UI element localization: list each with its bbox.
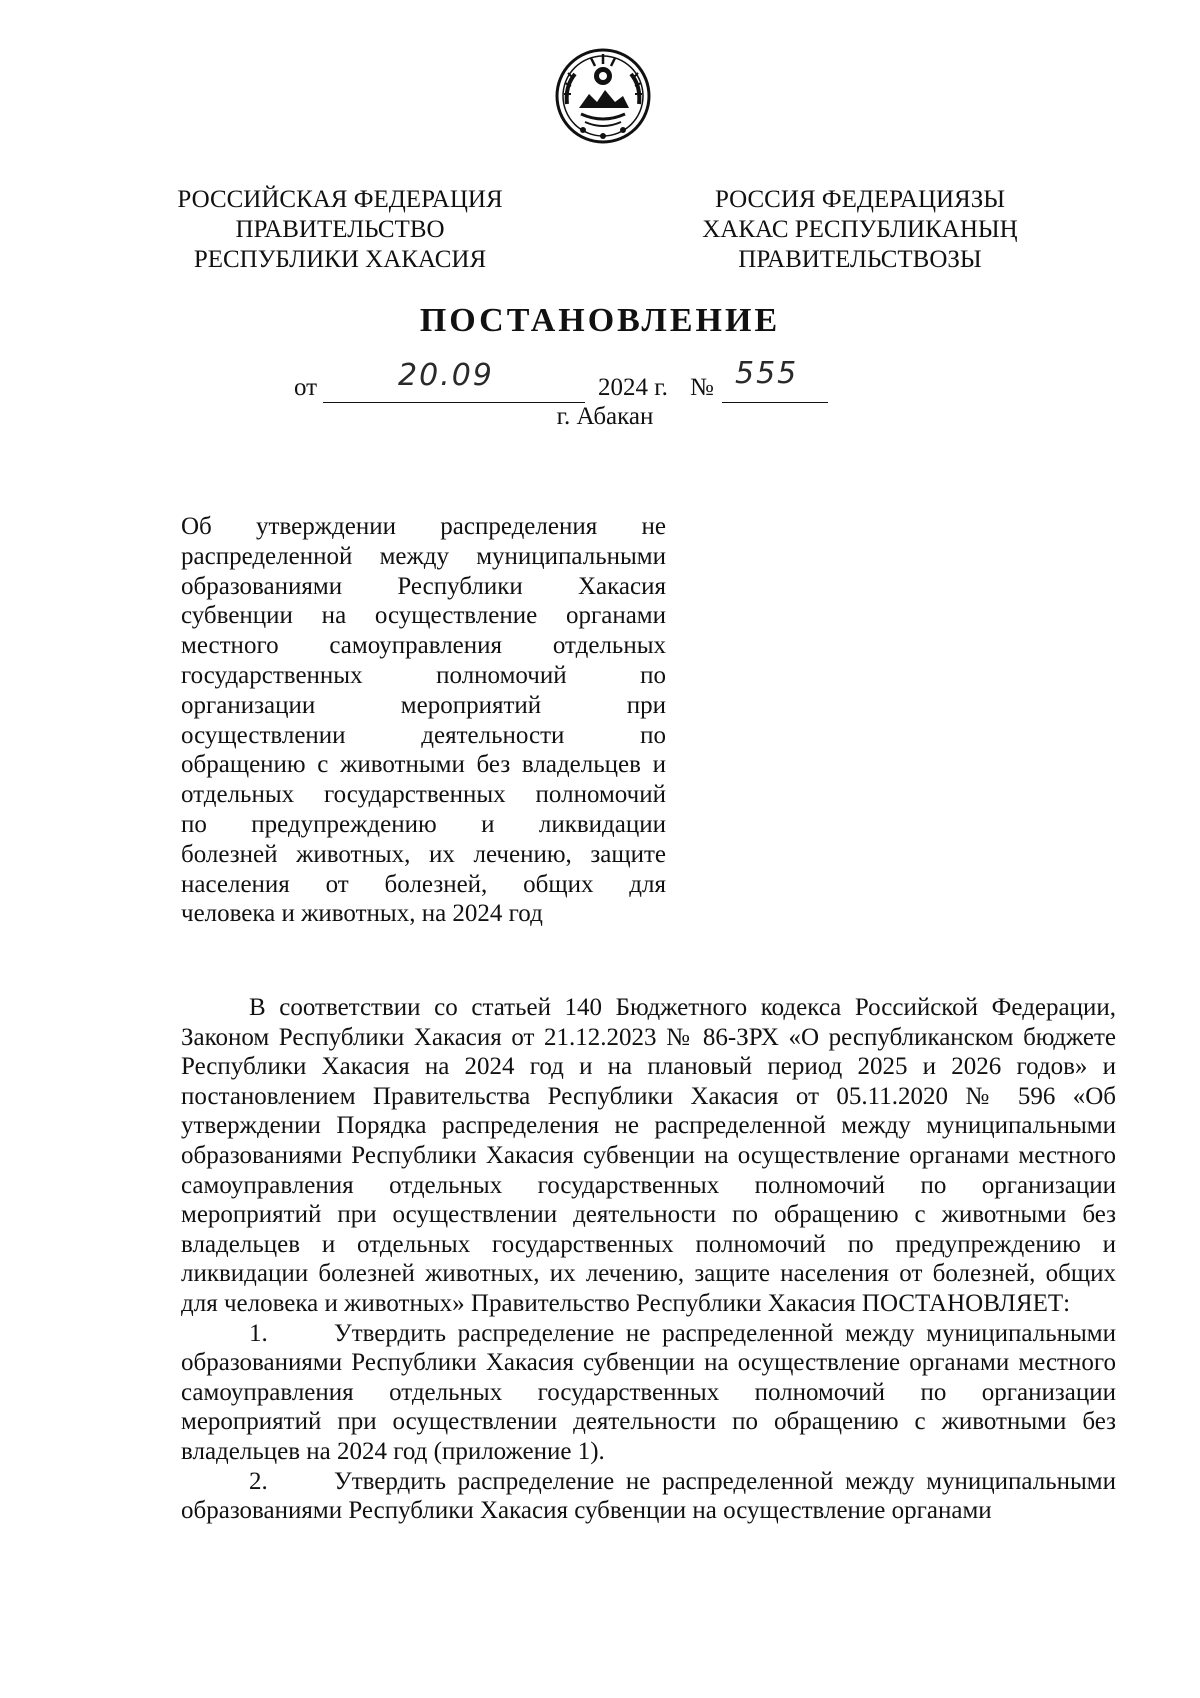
numbered-item [181,1467,1116,1526]
item-number: 2. [249,1467,268,1495]
header-line: ХАКАС РЕСПУБЛИКАНЫҢ [702,216,1018,243]
subject-line: болезней животных, их лечению, защите [181,840,666,868]
subject-line: государственных полномочий по [181,661,666,689]
number-label: № [690,374,714,401]
coat-of-arms-icon [553,46,653,146]
header-line: РОССИЙСКАЯ ФЕДЕРАЦИЯ [177,186,503,213]
subject-line: осуществлении деятельности по [181,721,666,749]
preamble-paragraph: В соответствии со статьей 140 Бюджетного кодекса Российской Федерации, Законом Республики Хакасия от 21.12.2023 № 86-ЗРХ «О республиканском бюджете Республики Хакасия на 2024 год и на плановый период 2025 и 2026 годов» и постановлением Правительства Республики Хакасия от 05.11.2020 № 596 «Об утверждении Порядка распределения не распределенной между муниципальными образованиями Республики Хакасия субвенции на осуществление органами местного самоуправления отдельных государственных полномочий по организации мероприятий при осуществлении деятельности по обращению с животными без владельцев и отдельных государственных полномочий по предупреждению и ликвидации болезней животных, их лечению, защите населения от болезней, общих для человека и животных» Правительство Республики Хакасия ПОСТАНОВЛЯЕТ: [181,994,1116,1317]
subject-line: обращению с животными без владельцев и [181,751,666,779]
subject-line: субвенции на осуществление органами [181,602,666,630]
header-line: ПРАВИТЕЛЬСТВО [235,216,445,243]
subject-line: местного самоуправления отдельных [181,632,666,660]
header-line: РОССИЯ ФЕДЕРАЦИЯЗЫ [714,186,1006,213]
header-russian [140,185,540,275]
document-subject [181,512,666,929]
subject-line: человека и животных, на 2024 год [181,900,543,928]
subject-line: организации мероприятий при [181,691,666,719]
date-number-line [0,356,1200,404]
header-line: РЕСПУБЛИКИ ХАКАСИЯ [193,246,487,273]
handwritten-number: 555 [735,356,799,391]
subject-line: образованиями Республики Хакасия [181,572,666,600]
city: г. Абакан [556,403,654,430]
item-number: 1. [249,1319,268,1347]
date-from-label: от [294,374,318,401]
item-text: Утвердить распределение не распределенной между муниципальными образованиями Республики Хакасия субвенции на осуществление органами [181,1467,1116,1525]
header-line: ПРАВИТЕЛЬСТВОЗЫ [738,246,982,273]
date-year: 2024 г. [598,374,668,401]
subject-line: распределенной между муниципальными [181,542,666,570]
subject-line: Об утверждении распределения не [181,513,666,540]
numbered-item [181,1319,1116,1467]
document-title: ПОСТАНОВЛЕНИЕ [419,302,781,339]
item-text: Утвердить распределение не распределенной между муниципальными образованиями Республики Хакасия субвенции на осуществление органами местного самоуправления отдельных государственных полномочий по организации мероприятий при осуществлении деятельности по обращению с животными без владельцев на 2024 год (приложение 1). [181,1319,1116,1465]
subject-line: отдельных государственных полномочий [181,781,666,809]
handwritten-date: 20.09 [398,358,494,393]
subject-line: населения от болезней, общих для [181,870,666,898]
document-body [181,993,1116,1526]
header-khakas [660,185,1060,275]
subject-line: по предупреждению и ликвидации [181,810,666,838]
